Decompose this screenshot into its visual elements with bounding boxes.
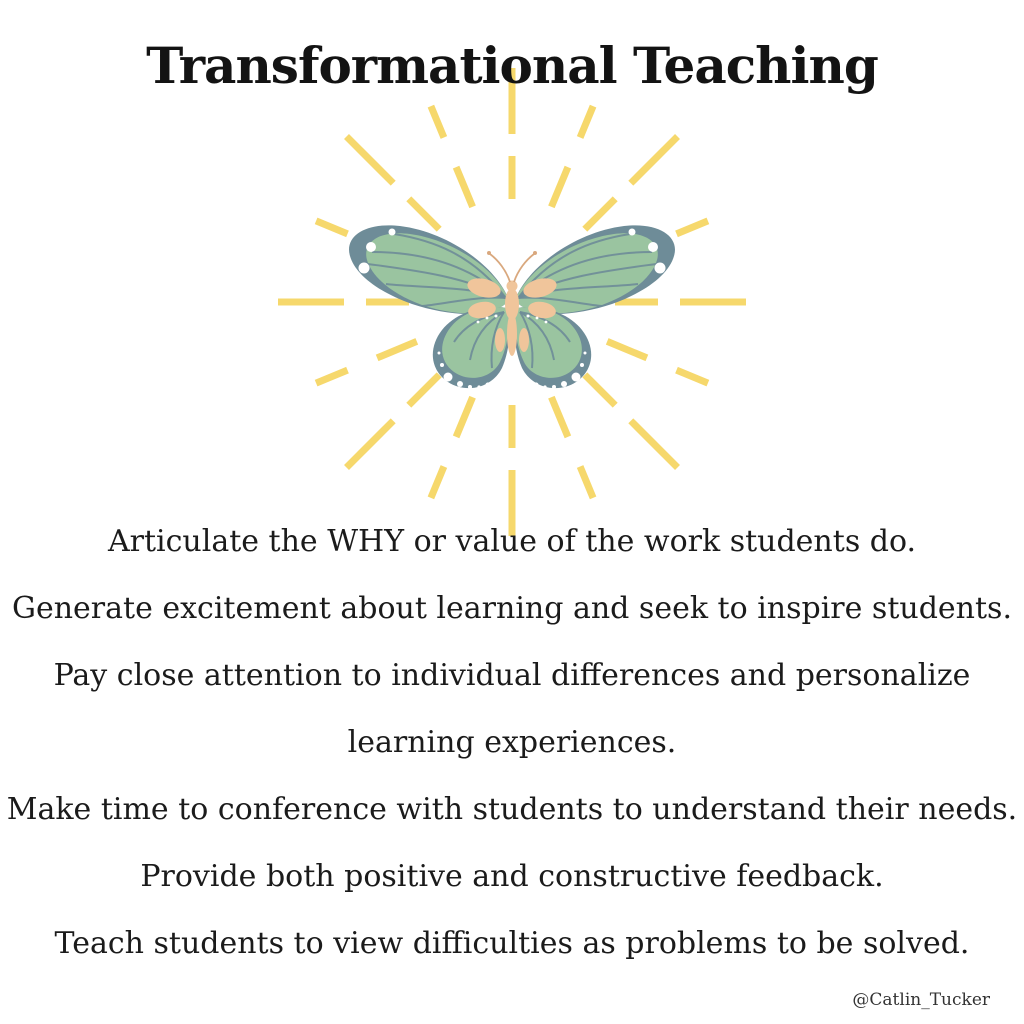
butterfly-sunburst-illustration [272, 62, 752, 542]
butterfly-icon [349, 225, 675, 389]
principle-line-1: Articulate the WHY or value of the work students do. [107, 524, 917, 559]
principles-list [0, 524, 1024, 961]
principle-line-6: Provide both positive and constructive feedback. [140, 859, 884, 894]
illustration-svg [272, 62, 752, 542]
principle-line-5: Make time to conference with students to understand their needs. [6, 792, 1018, 827]
principle-line-3: Pay close attention to individual differences and personalize [53, 658, 971, 693]
poster-title: Transformational Teaching [146, 36, 878, 95]
credit-handle: @Catlin_Tucker [852, 990, 990, 1010]
principle-line-2: Generate excitement about learning and seek to inspire students. [12, 591, 1012, 626]
principle-line-7: Teach students to view difficulties as problems to be solved. [54, 926, 970, 961]
principle-line-4: learning experiences. [347, 725, 677, 760]
